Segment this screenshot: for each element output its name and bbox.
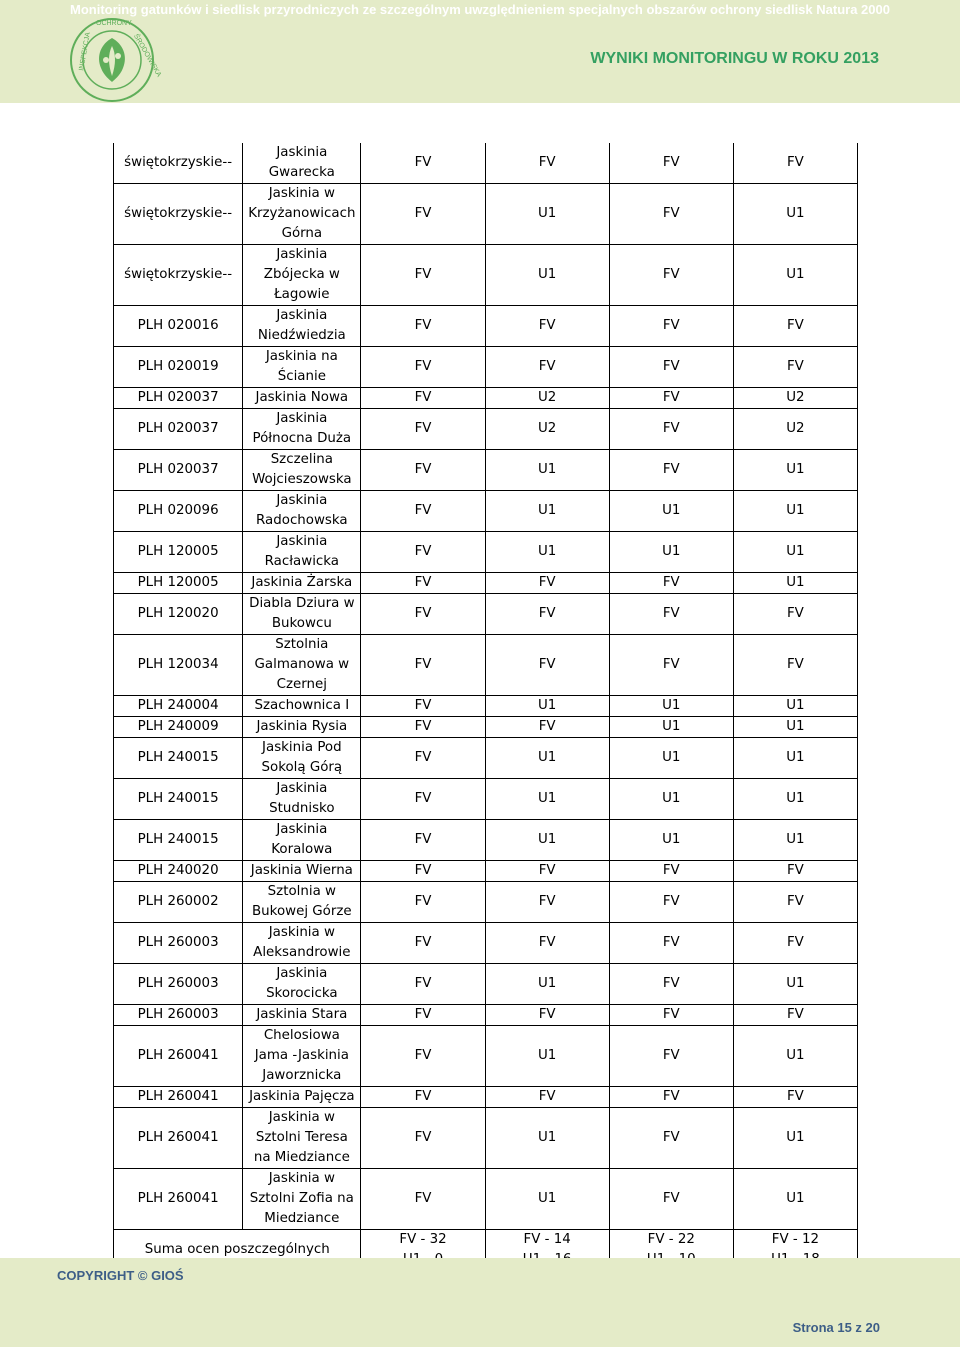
gios-logo <box>68 16 163 104</box>
parameter-3-cell: FV <box>609 388 733 409</box>
parameter-3-cell: FV <box>609 143 733 184</box>
table-row <box>114 1026 858 1087</box>
parameter-1-cell: FV <box>361 450 485 491</box>
parameter-1-cell: FV <box>361 738 485 779</box>
table-row <box>114 1005 858 1026</box>
parameter-2-cell: FV <box>485 143 609 184</box>
parameter-4-cell: U1 <box>733 964 857 1005</box>
parameter-2-cell: FV <box>485 635 609 696</box>
parameter-3-cell: U1 <box>609 820 733 861</box>
page-header <box>0 0 960 103</box>
cave-name-cell: Jaskinia Gwarecka <box>243 143 361 184</box>
summary-value: FV - 14 <box>523 1232 571 1247</box>
monitoring-results-table <box>113 143 858 1291</box>
parameter-4-cell: U1 <box>733 450 857 491</box>
cave-name-cell: Jaskinia Zbójecka w Łagowie <box>243 245 361 306</box>
parameter-1-cell: FV <box>361 409 485 450</box>
parameter-3-cell: FV <box>609 409 733 450</box>
parameter-2-cell: FV <box>485 594 609 635</box>
site-code-cell: PLH 240015 <box>114 738 243 779</box>
site-code-cell: PLH 020096 <box>114 491 243 532</box>
parameter-1-cell: FV <box>361 306 485 347</box>
table-row <box>114 388 858 409</box>
parameter-4-cell: U1 <box>733 491 857 532</box>
parameter-2-cell: U1 <box>485 1108 609 1169</box>
parameter-1-cell: FV <box>361 923 485 964</box>
parameter-3-cell: FV <box>609 450 733 491</box>
parameter-4-cell: U1 <box>733 532 857 573</box>
cave-name-cell: Jaskinia Pajęcza <box>243 1087 361 1108</box>
parameter-1-cell: FV <box>361 820 485 861</box>
site-code-cell: PLH 260041 <box>114 1087 243 1108</box>
cave-name-cell: Jaskinia Radochowska <box>243 491 361 532</box>
site-code-cell: PLH 260002 <box>114 882 243 923</box>
parameter-2-cell: FV <box>485 861 609 882</box>
summary-label: Suma ocen poszczególnych <box>114 1230 361 1291</box>
parameter-2-cell: FV <box>485 717 609 738</box>
site-code-cell: świętokrzyskie-- <box>114 143 243 184</box>
cave-name-cell: Szachownica I <box>243 696 361 717</box>
parameter-3-cell: U1 <box>609 717 733 738</box>
summary-value: FV - 32 <box>399 1232 447 1247</box>
table-row <box>114 245 858 306</box>
table-row <box>114 491 858 532</box>
site-code-cell: PLH 260003 <box>114 1005 243 1026</box>
parameter-3-cell: FV <box>609 184 733 245</box>
parameter-4-cell: U1 <box>733 245 857 306</box>
site-code-cell: PLH 240015 <box>114 779 243 820</box>
parameter-1-cell: FV <box>361 717 485 738</box>
parameter-1-cell: FV <box>361 1005 485 1026</box>
parameter-4-cell: U1 <box>733 1026 857 1087</box>
cave-name-cell: Sztolnia Galmanowa w Czernej <box>243 635 361 696</box>
parameter-4-cell: FV <box>733 1087 857 1108</box>
parameter-1-cell: FV <box>361 573 485 594</box>
parameter-3-cell: FV <box>609 573 733 594</box>
site-code-cell: PLH 120020 <box>114 594 243 635</box>
parameter-2-cell: U1 <box>485 184 609 245</box>
parameter-3-cell: FV <box>609 245 733 306</box>
site-code-cell: PLH 240020 <box>114 861 243 882</box>
table-row <box>114 779 858 820</box>
parameter-2-cell: FV <box>485 923 609 964</box>
parameter-4-cell: U2 <box>733 409 857 450</box>
cave-name-cell: Jaskinia Racławicka <box>243 532 361 573</box>
table-row <box>114 306 858 347</box>
table-row <box>114 532 858 573</box>
parameter-2-cell: FV <box>485 882 609 923</box>
parameter-1-cell: FV <box>361 143 485 184</box>
parameter-1-cell: FV <box>361 635 485 696</box>
svg-text:OCHRONY: OCHRONY <box>96 20 132 27</box>
parameter-2-cell: FV <box>485 306 609 347</box>
site-code-cell: PLH 020037 <box>114 388 243 409</box>
parameter-4-cell: U1 <box>733 738 857 779</box>
parameter-3-cell: FV <box>609 306 733 347</box>
parameter-4-cell: U1 <box>733 1108 857 1169</box>
table-row <box>114 820 858 861</box>
cave-name-cell: Jaskinia Wierna <box>243 861 361 882</box>
parameter-3-cell: U1 <box>609 779 733 820</box>
parameter-3-cell: FV <box>609 1108 733 1169</box>
parameter-2-cell: U1 <box>485 696 609 717</box>
site-code-cell: świętokrzyskie-- <box>114 184 243 245</box>
parameter-3-cell: FV <box>609 882 733 923</box>
cave-name-cell: Jaskinia Rysia <box>243 717 361 738</box>
parameter-1-cell: FV <box>361 532 485 573</box>
page-number: Strona 15 z 20 <box>792 1320 880 1335</box>
site-code-cell: PLH 260041 <box>114 1108 243 1169</box>
parameter-1-cell: FV <box>361 882 485 923</box>
parameter-4-cell: U1 <box>733 696 857 717</box>
site-code-cell: PLH 240004 <box>114 696 243 717</box>
parameter-2-cell: FV <box>485 347 609 388</box>
parameter-4-cell: U1 <box>733 779 857 820</box>
parameter-1-cell: FV <box>361 491 485 532</box>
table-row <box>114 635 858 696</box>
parameter-4-cell: U1 <box>733 573 857 594</box>
cave-name-cell: Jaskinia Niedźwiedzia <box>243 306 361 347</box>
cave-name-cell: Jaskinia w Krzyżanowicach Górna <box>243 184 361 245</box>
parameter-2-cell: FV <box>485 1087 609 1108</box>
parameter-2-cell: U1 <box>485 779 609 820</box>
site-code-cell: PLH 020037 <box>114 450 243 491</box>
table-row <box>114 923 858 964</box>
table-row <box>114 143 858 184</box>
parameter-4-cell: U2 <box>733 388 857 409</box>
parameter-3-cell: FV <box>609 594 733 635</box>
parameter-2-cell: U1 <box>485 738 609 779</box>
site-code-cell: PLH 260041 <box>114 1026 243 1087</box>
site-code-cell: PLH 120005 <box>114 532 243 573</box>
parameter-1-cell: FV <box>361 245 485 306</box>
parameter-3-cell: FV <box>609 1005 733 1026</box>
cave-name-cell: Jaskinia Studnisko <box>243 779 361 820</box>
table-body <box>114 143 858 1291</box>
table-row <box>114 573 858 594</box>
cave-name-cell: Jaskinia w Sztolni Teresa na Miedziance <box>243 1108 361 1169</box>
parameter-1-cell: FV <box>361 964 485 1005</box>
parameter-4-cell: FV <box>733 594 857 635</box>
parameter-2-cell: U1 <box>485 1026 609 1087</box>
parameter-4-cell: FV <box>733 143 857 184</box>
site-code-cell: PLH 240009 <box>114 717 243 738</box>
parameter-4-cell: U1 <box>733 820 857 861</box>
parameter-4-cell: U1 <box>733 717 857 738</box>
parameter-1-cell: FV <box>361 1108 485 1169</box>
parameter-4-cell: FV <box>733 347 857 388</box>
cave-name-cell: Jaskinia Żarska <box>243 573 361 594</box>
svg-text:ŚRODOWISKA: ŚRODOWISKA <box>132 33 163 79</box>
site-code-cell: PLH 120005 <box>114 573 243 594</box>
parameter-3-cell: FV <box>609 964 733 1005</box>
cave-name-cell: Jaskinia na Ścianie <box>243 347 361 388</box>
site-code-cell: PLH 020019 <box>114 347 243 388</box>
page-footer <box>0 1258 960 1347</box>
cave-name-cell: Jaskinia Stara <box>243 1005 361 1026</box>
parameter-3-cell: U1 <box>609 696 733 717</box>
parameter-2-cell: U1 <box>485 1169 609 1230</box>
cave-name-cell: Jaskinia Nowa <box>243 388 361 409</box>
table-row <box>114 184 858 245</box>
cave-name-cell: Jaskinia Północna Duża <box>243 409 361 450</box>
cave-name-cell: Diabla Dziura w Bukowcu <box>243 594 361 635</box>
parameter-2-cell: FV <box>485 1005 609 1026</box>
parameter-1-cell: FV <box>361 1087 485 1108</box>
cave-name-cell: Jaskinia Pod Sokolą Górą <box>243 738 361 779</box>
parameter-3-cell: FV <box>609 923 733 964</box>
parameter-4-cell: U1 <box>733 184 857 245</box>
site-code-cell: PLH 020037 <box>114 409 243 450</box>
cave-name-cell: Chelosiowa Jama -Jaskinia Jaworznicka <box>243 1026 361 1087</box>
parameter-3-cell: FV <box>609 347 733 388</box>
cave-name-cell: Jaskinia Koralowa <box>243 820 361 861</box>
parameter-1-cell: FV <box>361 347 485 388</box>
table-row <box>114 1169 858 1230</box>
parameter-3-cell: U1 <box>609 738 733 779</box>
site-code-cell: PLH 260041 <box>114 1169 243 1230</box>
parameter-2-cell: U2 <box>485 388 609 409</box>
parameter-1-cell: FV <box>361 1026 485 1087</box>
cave-name-cell: Jaskinia Skorocicka <box>243 964 361 1005</box>
parameter-4-cell: FV <box>733 635 857 696</box>
parameter-3-cell: FV <box>609 1087 733 1108</box>
parameter-3-cell: FV <box>609 1169 733 1230</box>
site-code-cell: PLH 020016 <box>114 306 243 347</box>
header-title: Monitoring gatunków i siedlisk przyrodniczych ze szczególnym uwzględnieniem specjalnych obszarów ochrony siedlisk Natura 2000 <box>70 2 890 17</box>
cave-name-cell: Szczelina Wojcieszowska <box>243 450 361 491</box>
parameter-1-cell: FV <box>361 1169 485 1230</box>
parameter-1-cell: FV <box>361 594 485 635</box>
table-row <box>114 717 858 738</box>
table-row <box>114 450 858 491</box>
parameter-2-cell: U1 <box>485 245 609 306</box>
parameter-2-cell: U1 <box>485 820 609 861</box>
parameter-4-cell: FV <box>733 861 857 882</box>
table-row <box>114 696 858 717</box>
parameter-4-cell: FV <box>733 1005 857 1026</box>
cave-name-cell: Jaskinia w Sztolni Zofia na Miedziance <box>243 1169 361 1230</box>
table-row <box>114 594 858 635</box>
parameter-2-cell: U2 <box>485 409 609 450</box>
report-subtitle: WYNIKI MONITORINGU W ROKU 2013 <box>590 50 879 67</box>
parameter-2-cell: U1 <box>485 964 609 1005</box>
parameter-3-cell: FV <box>609 861 733 882</box>
parameter-3-cell: FV <box>609 635 733 696</box>
svg-text:INSPEKCJA: INSPEKCJA <box>78 31 92 72</box>
parameter-4-cell: FV <box>733 306 857 347</box>
site-code-cell: świętokrzyskie-- <box>114 245 243 306</box>
parameter-1-cell: FV <box>361 184 485 245</box>
parameter-2-cell: FV <box>485 573 609 594</box>
parameter-1-cell: FV <box>361 779 485 820</box>
table-row <box>114 1108 858 1169</box>
table-row <box>114 347 858 388</box>
parameter-4-cell: FV <box>733 882 857 923</box>
parameter-3-cell: FV <box>609 1026 733 1087</box>
parameter-2-cell: U1 <box>485 491 609 532</box>
cave-name-cell: Sztolnia w Bukowej Górze <box>243 882 361 923</box>
site-code-cell: PLH 260003 <box>114 923 243 964</box>
parameter-2-cell: U1 <box>485 450 609 491</box>
table-row <box>114 964 858 1005</box>
parameter-4-cell: FV <box>733 923 857 964</box>
table-row <box>114 738 858 779</box>
parameter-3-cell: U1 <box>609 532 733 573</box>
table-row <box>114 882 858 923</box>
parameter-1-cell: FV <box>361 861 485 882</box>
cave-name-cell: Jaskinia w Aleksandrowie <box>243 923 361 964</box>
table-row <box>114 409 858 450</box>
site-code-cell: PLH 120034 <box>114 635 243 696</box>
site-code-cell: PLH 240015 <box>114 820 243 861</box>
parameter-1-cell: FV <box>361 696 485 717</box>
parameter-4-cell: U1 <box>733 1169 857 1230</box>
table-row <box>114 1087 858 1108</box>
parameter-1-cell: FV <box>361 388 485 409</box>
parameter-3-cell: U1 <box>609 491 733 532</box>
copyright-text: COPYRIGHT © GIOŚ <box>57 1268 184 1283</box>
summary-value: FV - 22 <box>647 1232 695 1247</box>
parameter-2-cell: U1 <box>485 532 609 573</box>
table-row <box>114 861 858 882</box>
summary-value: FV - 12 <box>771 1232 820 1247</box>
site-code-cell: PLH 260003 <box>114 964 243 1005</box>
